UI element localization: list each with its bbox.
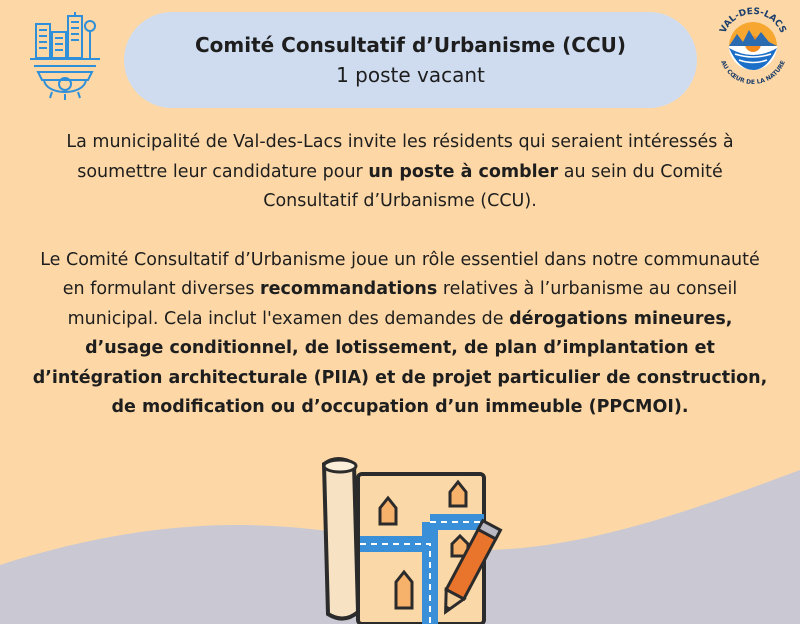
title-banner [124,12,697,108]
val-des-lacs-logo [707,0,799,96]
city-gear-icon [30,12,100,102]
urban-plan-map-icon [300,452,510,624]
logo-arc-text: VAL-DES-LACS [718,6,788,35]
page-title: Comité Consultatif d’Urbanisme (CCU) [194,33,627,57]
page-subtitle: 1 poste vacant [336,63,485,87]
announcement-body [30,128,770,423]
intro-paragraph: La municipalité de Val-des-Lacs invite les résidents qui seraient intéressés à soumettre leur candidature pour un poste à combler au sein du Comité Consultatif d’Urbanisme (CCU). [66,132,734,211]
logo-bottom-text: AU CŒUR DE LA NATURE [719,59,787,87]
role-paragraph: Le Comité Consultatif d’Urbanisme joue un rôle essentiel dans notre communauté en formulant diverses recommandations relatives à l’urbanisme au conseil municipal. Cela inclut l'examen des demandes de dérogations mineures, d’usage conditionnel, de lotissement, de plan d’implantation et d’intégration architecturale (PIIA) et de projet particulier de construction, de modification ou d’occupation d’un immeuble (PPCMOI). [32,249,768,417]
